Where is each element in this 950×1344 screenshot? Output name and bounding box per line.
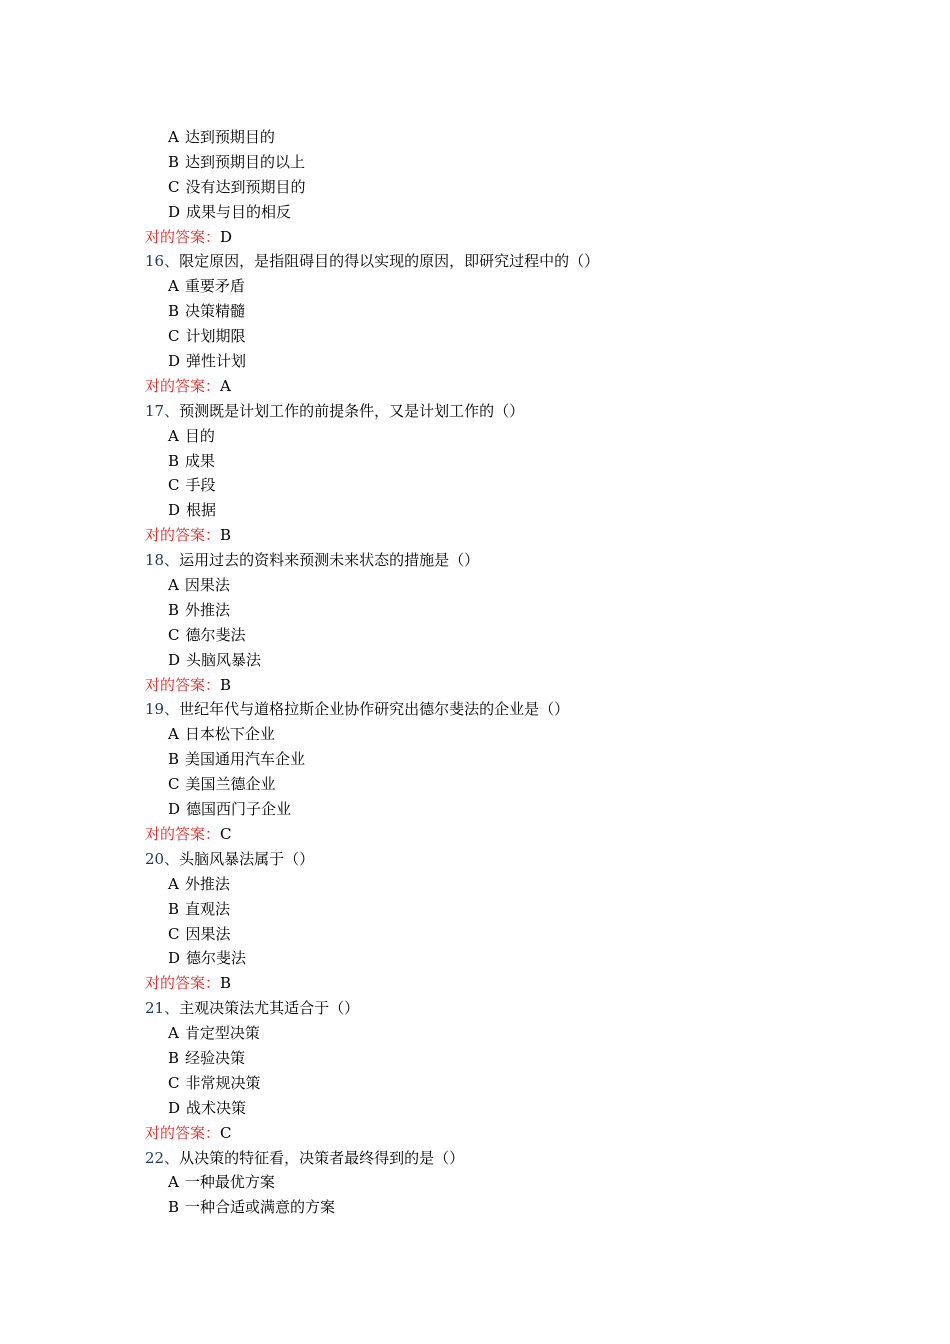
option-b: [145, 1046, 845, 1071]
answer-line: [145, 225, 845, 250]
question-line: [145, 996, 845, 1021]
answer-line: [145, 822, 845, 847]
option-letter: D: [168, 1098, 181, 1117]
answer-line: [145, 971, 845, 996]
option-text: 成果: [185, 451, 216, 470]
option-d: [145, 200, 845, 225]
question-number: 20、: [145, 849, 180, 868]
option-letter: B: [168, 600, 180, 619]
option-text: 直观法: [185, 899, 231, 918]
option-letter: D: [168, 800, 181, 819]
question-block: [145, 399, 845, 548]
question-number: 18、: [145, 551, 180, 570]
question-text: 运用过去的资料来预测未来状态的措施是（）: [179, 551, 480, 570]
option-text: 外推法: [185, 600, 231, 619]
answer-value: B: [220, 526, 232, 545]
option-a: [145, 1021, 845, 1046]
option-d: [145, 498, 845, 523]
option-letter: B: [168, 451, 180, 470]
question-block: [145, 996, 845, 1145]
option-letter: C: [168, 924, 180, 943]
option-letter: D: [168, 949, 181, 968]
option-d: [145, 349, 845, 374]
option-text: 德尔斐法: [186, 949, 247, 968]
question-block: [145, 847, 845, 996]
option-d: [145, 797, 845, 822]
option-text: 经验决策: [185, 1048, 246, 1067]
question-block: [145, 1146, 845, 1221]
option-b: [145, 1195, 845, 1220]
answer-label: 对的答案：: [145, 974, 221, 993]
option-letter: C: [168, 327, 180, 346]
option-a: [145, 424, 845, 449]
question-text: 主观决策法尤其适合于（）: [179, 999, 360, 1018]
option-text: 非常规决策: [185, 1073, 261, 1092]
question-number: 19、: [145, 700, 180, 719]
question-block: [145, 697, 845, 846]
option-letter: B: [168, 750, 180, 769]
answer-label: 对的答案：: [145, 824, 221, 843]
option-letter: A: [168, 128, 179, 146]
option-c: [145, 324, 845, 349]
option-c: [145, 473, 845, 498]
option-c: [145, 1071, 845, 1096]
option-text: 战术决策: [186, 1098, 247, 1117]
answer-line: [145, 374, 845, 399]
option-text: 因果法: [184, 576, 230, 595]
question-line: [145, 697, 845, 722]
question-number: 22、: [145, 1148, 180, 1167]
answer-line: [145, 1121, 845, 1146]
option-text: 重要矛盾: [184, 277, 245, 296]
question-text: 头脑风暴法属于（）: [179, 849, 315, 868]
option-c: [145, 623, 845, 648]
option-text: 达到预期目的: [184, 128, 275, 146]
option-b: [145, 598, 845, 623]
answer-value: A: [220, 376, 231, 395]
option-text: 目的: [184, 426, 215, 445]
option-b: [145, 150, 845, 175]
option-c: [145, 922, 845, 947]
question-number: 21、: [145, 999, 180, 1018]
option-text: 德尔斐法: [185, 625, 246, 644]
answer-label: 对的答案：: [145, 227, 221, 246]
option-c: [145, 175, 845, 200]
answer-value: B: [220, 675, 232, 694]
question-number: 17、: [145, 401, 180, 420]
question-line: [145, 1146, 845, 1171]
option-a: [145, 573, 845, 598]
answer-value: C: [220, 824, 232, 843]
option-a: [145, 722, 845, 747]
option-letter: A: [168, 1024, 179, 1043]
question-text: 从决策的特征看，决策者最终得到的是（）: [179, 1148, 465, 1167]
option-a: [145, 274, 845, 299]
option-letter: C: [168, 625, 180, 644]
option-letter: D: [168, 501, 181, 520]
option-text: 没有达到预期目的: [185, 177, 306, 196]
answer-line: [145, 673, 845, 698]
option-text: 手段: [185, 476, 216, 495]
option-text: 德国西门子企业: [186, 800, 292, 819]
question-line: [145, 399, 845, 424]
option-letter: D: [168, 650, 181, 669]
option-d: [145, 946, 845, 971]
option-letter: A: [168, 725, 179, 744]
option-text: 根据: [186, 501, 217, 520]
option-text: 成果与目的相反: [186, 202, 292, 221]
option-letter: A: [168, 874, 179, 893]
answer-label: 对的答案：: [145, 675, 221, 694]
option-letter: C: [168, 1073, 180, 1092]
option-a: [145, 125, 845, 150]
option-text: 美国通用汽车企业: [185, 750, 306, 769]
option-b: [145, 449, 845, 474]
question-line: [145, 548, 845, 573]
option-text: 达到预期目的以上: [185, 152, 306, 171]
option-a: [145, 1170, 845, 1195]
question-text: 预测既是计划工作的前提条件，又是计划工作的（）: [179, 401, 525, 420]
option-letter: C: [168, 476, 180, 495]
option-letter: B: [168, 302, 180, 321]
answer-value: B: [220, 974, 232, 993]
option-text: 决策精髓: [185, 302, 246, 321]
question-block: [145, 125, 845, 249]
answer-line: [145, 523, 845, 548]
option-text: 计划期限: [185, 327, 246, 346]
option-letter: A: [168, 576, 179, 595]
question-block: [145, 249, 845, 398]
option-letter: B: [168, 899, 180, 918]
option-letter: B: [168, 152, 180, 171]
question-line: [145, 249, 845, 274]
answer-label: 对的答案：: [145, 1123, 221, 1142]
question-text: 限定原因，是指阻碍目的得以实现的原因，即研究过程中的（）: [179, 252, 600, 271]
option-text: 因果法: [185, 924, 231, 943]
option-b: [145, 897, 845, 922]
option-text: 弹性计划: [186, 352, 247, 371]
answer-label: 对的答案：: [145, 376, 221, 395]
option-text: 外推法: [184, 874, 230, 893]
option-d: [145, 1096, 845, 1121]
answer-label: 对的答案：: [145, 526, 221, 545]
option-letter: A: [168, 1173, 179, 1192]
question-number: 16、: [145, 252, 180, 271]
option-letter: D: [168, 202, 181, 221]
option-text: 一种最优方案: [184, 1173, 275, 1192]
question-block: [145, 548, 845, 697]
question-list: [145, 125, 845, 1220]
option-letter: D: [168, 352, 181, 371]
option-d: [145, 648, 845, 673]
option-a: [145, 872, 845, 897]
option-letter: A: [168, 426, 179, 445]
option-text: 肯定型决策: [184, 1024, 260, 1043]
option-c: [145, 772, 845, 797]
option-letter: C: [168, 775, 180, 794]
answer-value: C: [220, 1123, 232, 1142]
answer-value: D: [220, 227, 233, 246]
question-line: [145, 847, 845, 872]
question-text: 世纪年代与道格拉斯企业协作研究出德尔斐法的企业是（）: [179, 700, 570, 719]
option-text: 美国兰德企业: [185, 775, 276, 794]
option-b: [145, 747, 845, 772]
option-letter: B: [168, 1198, 180, 1217]
option-b: [145, 299, 845, 324]
option-letter: C: [168, 177, 180, 196]
option-text: 一种合适或满意的方案: [185, 1198, 336, 1217]
option-letter: B: [168, 1048, 180, 1067]
option-letter: A: [168, 277, 179, 296]
option-text: 日本松下企业: [184, 725, 275, 744]
option-text: 头脑风暴法: [186, 650, 262, 669]
